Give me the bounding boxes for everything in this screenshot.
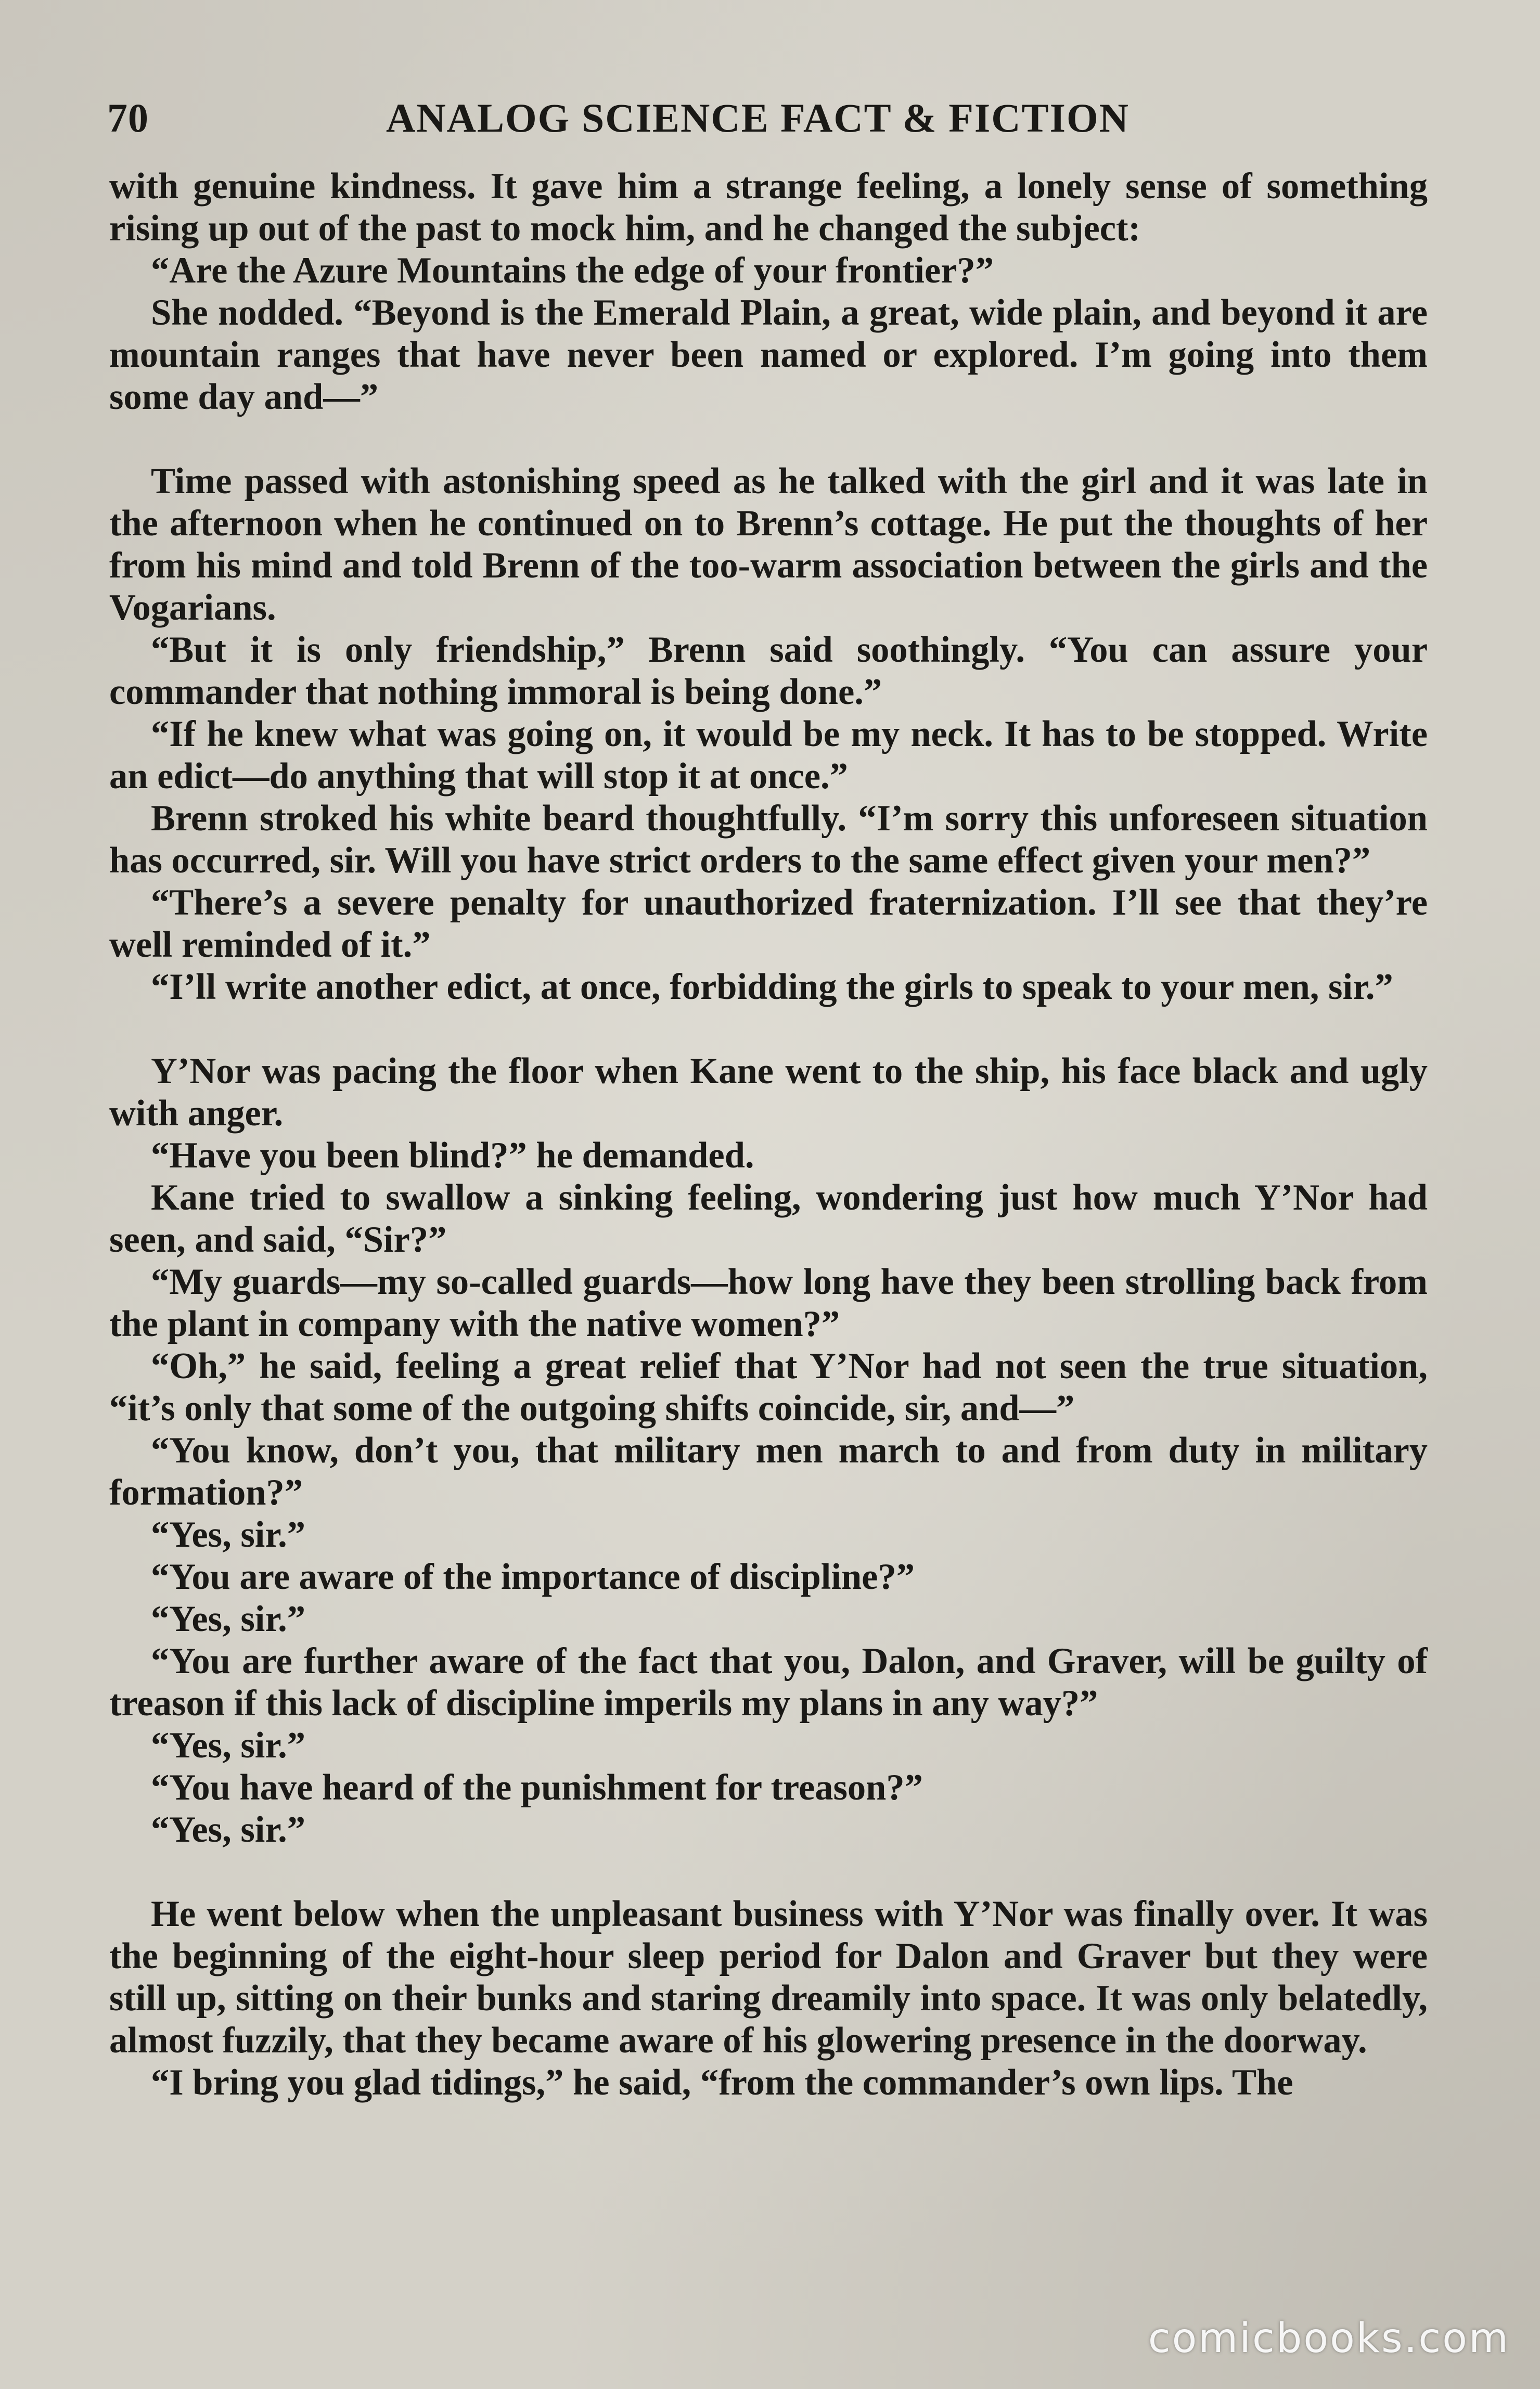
paragraph: “Oh,” he said, feeling a great relief that Y’Nor had not seen the true situation, “it’s only that some of the outgoing shifts coincide, sir, and—”: [109, 1346, 1428, 1429]
paragraph: “You are aware of the importance of discipline?”: [151, 1557, 915, 1597]
story-text: [109, 165, 1428, 2104]
paragraph: “Yes, sir.”: [151, 1599, 306, 1639]
paragraph: He went below when the unpleasant business with Y’Nor was finally over. It was the beginning of the eight-hour sleep period for Dalon and Graver but they were still up, sitting on their bunks and staring dreamily into space. It was only belatedly, almost fuzzily, that they became aware of his glowering presence in the doorway.: [109, 1894, 1428, 2061]
paragraph: “I’ll write another edict, at once, forbidding the girls to speak to your men, sir.”: [151, 967, 1393, 1007]
paragraph: Kane tried to swallow a sinking feeling, wondering just how much Y’Nor had seen, and said, “Sir?”: [109, 1177, 1428, 1260]
paragraph: with genuine kindness. It gave him a strange feeling, a lonely sense of something rising up out of the past to mock him, and he changed the subject:: [109, 166, 1428, 249]
paragraph: “There’s a severe penalty for unauthorized fraternization. I’ll see that they’re well reminded of it.”: [109, 882, 1428, 965]
paragraph: Time passed with astonishing speed as he talked with the girl and it was late in the afternoon when he continued on to Brenn’s cottage. He put the thoughts of her from his mind and told Brenn of the too-warm association between the girls and the Vogarians.: [109, 461, 1428, 628]
page-number: 70: [107, 95, 149, 140]
paragraph: “But it is only friendship,” Brenn said soothingly. “You can assure your commander that nothing immoral is being done.”: [109, 630, 1428, 712]
paragraph: Brenn stroked his white beard thoughtfully. “I’m sorry this unforeseen situation has occurred, sir. Will you have strict orders to the same effect given your men?”: [109, 798, 1428, 881]
paragraph: “Are the Azure Mountains the edge of your frontier?”: [151, 250, 994, 291]
paragraph: She nodded. “Beyond is the Emerald Plain, a great, wide plain, and beyond it are mountain ranges that have never been named or explored. I’m going into them some day and—”: [109, 292, 1428, 417]
paragraph: Y’Nor was pacing the floor when Kane went to the ship, his face black and ugly with anger.: [109, 1051, 1428, 1134]
paragraph: “Yes, sir.”: [151, 1725, 306, 1766]
paragraph: “I bring you glad tidings,” he said, “from the commander’s own lips. The: [151, 2062, 1293, 2103]
paragraph: “If he knew what was going on, it would be my neck. It has to be stopped. Write an edict—do anything that will stop it at once.”: [109, 714, 1428, 797]
watermark: comicbooks.com: [1148, 2315, 1510, 2362]
paragraph: “You know, don’t you, that military men march to and from duty in military formation?”: [109, 1430, 1428, 1513]
paragraph: “You have heard of the punishment for treason?”: [151, 1767, 923, 1808]
paragraph: “My guards—my so-called guards—how long have they been strolling back from the plant in company with the native women?”: [109, 1262, 1428, 1344]
page-header: [107, 95, 1429, 152]
paragraph: “You are further aware of the fact that you, Dalon, and Graver, will be guilty of treason if this lack of discipline imperils my plans in any way?”: [109, 1641, 1428, 1724]
paragraph: “Yes, sir.”: [151, 1514, 306, 1555]
paragraph: “Yes, sir.”: [151, 1809, 306, 1850]
running-title: ANALOG SCIENCE FACT & FICTION: [386, 95, 1130, 140]
paragraph: “Have you been blind?” he demanded.: [151, 1135, 754, 1176]
